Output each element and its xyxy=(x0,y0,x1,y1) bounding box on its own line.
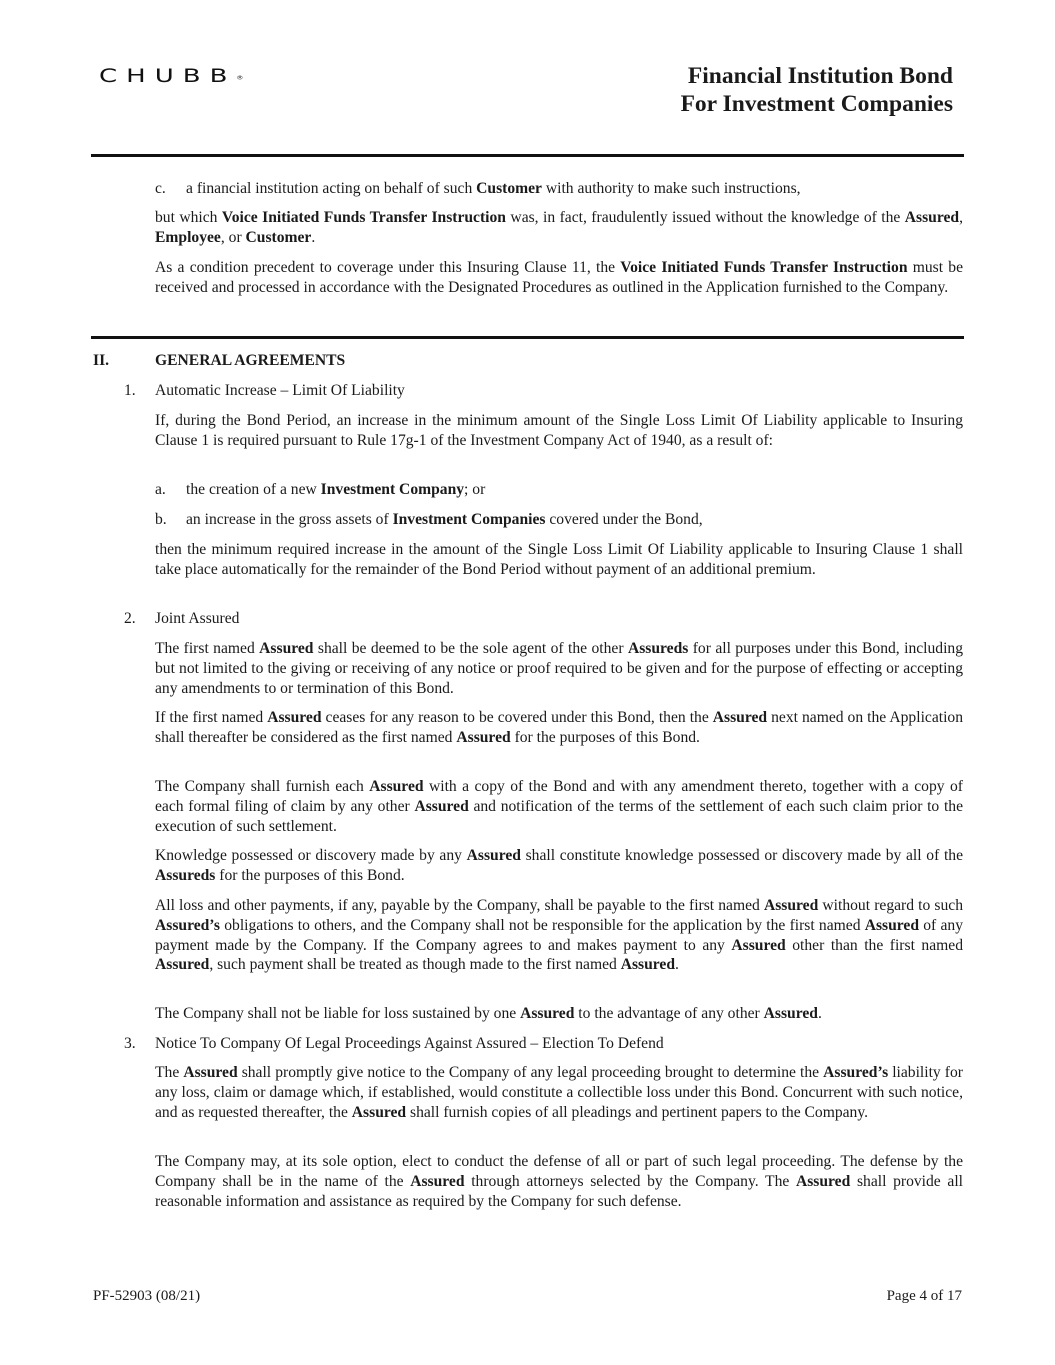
item-c-text: a financial institution acting on behalf of such Customer with authority to make such instructions, xyxy=(186,180,801,197)
header-rule xyxy=(91,154,964,157)
item-3-number: 3. xyxy=(124,1035,136,1052)
item-1-b-text: an increase in the gross assets of Investment Companies covered under the Bond, xyxy=(186,511,703,528)
item-2-paragraph-4: Knowledge possessed or discovery made by any Assured shall constitute knowledge possessed or discovery made by all of the Assureds for the purposes of this Bond. xyxy=(155,847,963,884)
item-1-a-label: a. xyxy=(155,481,166,498)
item-2-paragraph-3: The Company shall furnish each Assured with a copy of the Bond and with any amendment thereto, together with a copy of each formal filing of claim by any other Assured and notification of the terms of the settlement of each such claim prior to the execution of such settlement. xyxy=(155,778,964,835)
item-c-label: c. xyxy=(155,180,166,197)
form-number: PF-52903 (08/21) xyxy=(93,1288,201,1304)
section-number: II. xyxy=(93,352,110,369)
item-1-paragraph: If, during the Bond Period, an increase in the minimum amount of the Single Loss Limit Of Liability applicable to Insuring Clause 1 is required pursuant to Rule 17g-1 of the Investment Company Act of 1940, as a result of: xyxy=(155,412,963,449)
item-2-paragraph-6: The Company shall not be liable for loss sustained by one Assured to the advantage of any other Assured. xyxy=(155,1005,822,1022)
item-1-paragraph-2: then the minimum required increase in the amount of the Single Loss Limit Of Liability applicable to Insuring Clause 1 shall take place automatically for the remainder of the Bond Period without payment of an additional premium. xyxy=(155,541,963,578)
item-1-a-text: the creation of a new Investment Company; or xyxy=(186,481,486,498)
item-2-paragraph-1: The first named Assured shall be deemed to be the sole agent of the other Assureds for all purposes under this Bond, including but not limited to the giving or receiving of any notice or proof required to be given and for the purpose of effecting or accepting any amendments to or termination of this Bond. xyxy=(155,640,964,697)
document-title: Financial Institution Bond For Investment Companies xyxy=(680,63,953,117)
item-1-b-label: b. xyxy=(155,511,167,528)
item-3-title: Notice To Company Of Legal Proceedings Against Assured – Election To Defend xyxy=(155,1035,664,1052)
section-heading: GENERAL AGREEMENTS xyxy=(155,352,346,369)
item-1-number: 1. xyxy=(124,382,136,399)
paragraph-condition: As a condition precedent to coverage under this Insuring Clause 11, the Voice Initiated Funds Transfer Instruction must be received and processed in accordance with the Designated Procedures as outlined in the Application furnished to the Company. xyxy=(155,259,964,296)
item-2-number: 2. xyxy=(124,610,136,627)
paragraph-fraud: but which Voice Initiated Funds Transfer Instruction was, in fact, fraudulently issued without the knowledge of the Assured, Employee, or Customer. xyxy=(155,209,963,246)
section-rule xyxy=(91,336,964,339)
item-2-paragraph-5: All loss and other payments, if any, payable by the Company, shall be payable to the first named Assured without regard to such Assured’s obligations to others, and the Company shall not be responsible for the application by the first named Assured of any payment made by the Company. If the Company agrees to and makes payment to any Assured other than the first named Assured, such payment shall be treated as though made to the first named Assured. xyxy=(155,897,964,974)
item-1-title: Automatic Increase – Limit Of Liability xyxy=(155,382,405,399)
item-2-title: Joint Assured xyxy=(155,610,240,627)
chubb-logo: CHUBB® xyxy=(99,65,244,88)
item-3-paragraph-1: The Assured shall promptly give notice to the Company of any legal proceeding brought to determine the Assured’s liability for any loss, claim or damage which, if established, would constitute a collectible loss under this Bond. Concurrent with such notice, and as requested thereafter, the Assured shall furnish copies of all pleadings and pertinent papers to the Company. xyxy=(155,1064,963,1121)
item-3-paragraph-2: The Company may, at its sole option, elect to conduct the defense of all or part of such legal proceeding. The defense by the Company shall be in the name of the Assured through attorneys selected by the Company. The Assured shall provide all reasonable information and assistance as required by the Company for such defense. xyxy=(155,1153,963,1210)
page-number: Page 4 of 17 xyxy=(886,1288,962,1304)
item-2-paragraph-2: If the first named Assured ceases for any reason to be covered under this Bond, then the Assured next named on the Application shall thereafter be considered as the first named Assured for the purposes of this Bond. xyxy=(155,709,964,746)
